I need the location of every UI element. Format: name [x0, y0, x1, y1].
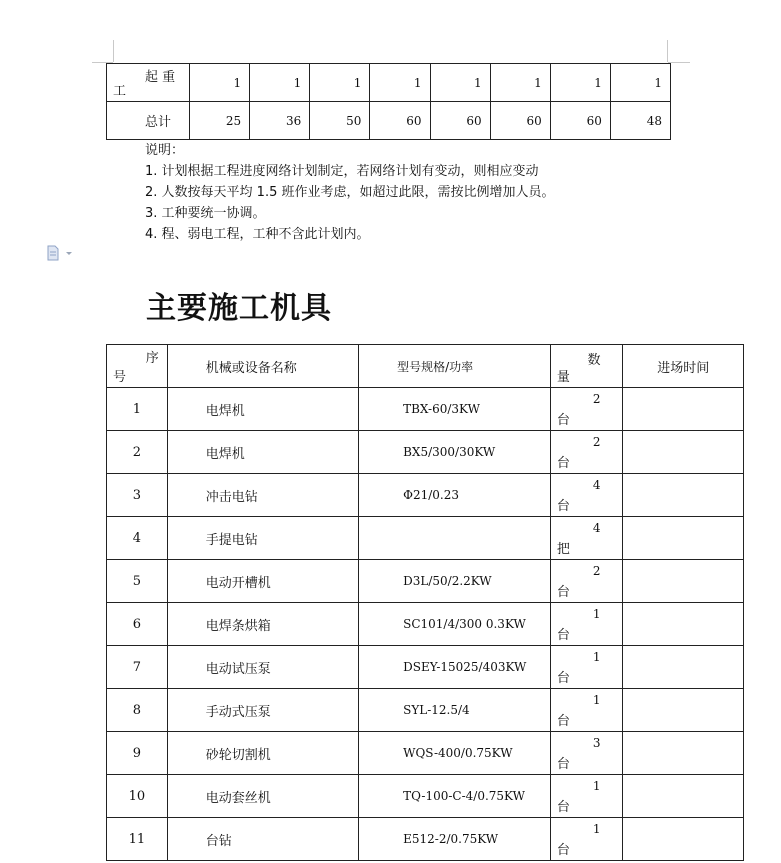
equipment-table — [106, 344, 744, 861]
table-row — [107, 775, 744, 818]
row-number: 2 — [107, 431, 168, 474]
table-row — [107, 102, 671, 140]
equipment-model: DSEY-15025/403KW — [359, 646, 551, 689]
quantity-unit: 台 — [556, 628, 570, 643]
header-cell-name: 机械或设备名称 — [167, 345, 358, 388]
table-cell: 60 — [430, 102, 490, 140]
quantity-cell — [550, 732, 623, 775]
quantity-unit: 台 — [556, 585, 570, 600]
row-number: 3 — [107, 474, 168, 517]
equipment-name: 电焊机 — [167, 388, 358, 431]
row-number: 11 — [107, 818, 168, 861]
equipment-name: 电焊条烘箱 — [167, 603, 358, 646]
table-cell: 60 — [550, 102, 610, 140]
crop-mark — [668, 62, 690, 63]
equipment-model: SYL-12.5/4 — [359, 689, 551, 732]
quantity-value: 1 — [592, 693, 601, 707]
equipment-rows — [107, 388, 744, 861]
quantity-value: 4 — [592, 521, 601, 535]
quantity-value: 1 — [592, 650, 601, 664]
quantity-cell — [550, 775, 623, 818]
equipment-model: SC101/4/300 0.3KW — [359, 603, 551, 646]
equipment-name: 手动式压泵 — [167, 689, 358, 732]
quantity-cell — [550, 603, 623, 646]
arrival-time-cell — [623, 818, 744, 861]
row-label: 总计 — [145, 115, 172, 130]
quantity-unit: 台 — [556, 499, 570, 514]
row-number: 5 — [107, 560, 168, 603]
quantity-unit: 台 — [556, 800, 570, 815]
equipment-model: TQ-100-C-4/0.75KW — [359, 775, 551, 818]
equipment-name: 冲击电钻 — [167, 474, 358, 517]
table-cell: 1 — [490, 64, 550, 102]
quantity-unit: 台 — [556, 413, 570, 428]
quantity-cell — [550, 474, 623, 517]
row-label-cell — [107, 64, 190, 102]
quantity-cell — [550, 646, 623, 689]
header-cell-model: 型号规格/功率 — [359, 345, 551, 388]
header-qty-top: 数 — [587, 353, 601, 368]
equipment-name: 电动套丝机 — [167, 775, 358, 818]
quantity-cell — [550, 517, 623, 560]
table-cell: 36 — [250, 102, 310, 140]
quantity-value: 2 — [592, 435, 601, 449]
equipment-model: D3L/50/2.2KW — [359, 560, 551, 603]
equipment-name: 电焊机 — [167, 431, 358, 474]
header-cell-qty — [550, 345, 623, 388]
note-item: 1. 计划根据工程进度网络计划制定，若网络计划有变动，则相应变动 — [145, 164, 539, 179]
quantity-unit: 台 — [556, 843, 570, 858]
table-cell: 48 — [610, 102, 670, 140]
table-header-row — [107, 345, 744, 388]
arrival-time-cell — [623, 517, 744, 560]
arrival-time-cell — [623, 775, 744, 818]
header-cell-time: 进场时间 — [623, 345, 744, 388]
quantity-unit: 把 — [556, 542, 570, 557]
equipment-name: 手提电钻 — [167, 517, 358, 560]
table-row — [107, 64, 671, 102]
quantity-cell — [550, 689, 623, 732]
section-heading: 主要施工机具 — [146, 291, 332, 326]
document-icon[interactable] — [46, 245, 74, 261]
row-number: 4 — [107, 517, 168, 560]
notes-title: 说明： — [145, 143, 185, 158]
table-row — [107, 388, 744, 431]
quantity-value: 1 — [592, 779, 601, 793]
table-cell: 1 — [250, 64, 310, 102]
table-cell: 1 — [370, 64, 430, 102]
quantity-value: 4 — [592, 478, 601, 492]
arrival-time-cell — [623, 560, 744, 603]
equipment-model: WQS-400/0.75KW — [359, 732, 551, 775]
row-number: 9 — [107, 732, 168, 775]
table-cell: 1 — [310, 64, 370, 102]
table-row — [107, 689, 744, 732]
row-number: 1 — [107, 388, 168, 431]
arrival-time-cell — [623, 732, 744, 775]
quantity-unit: 台 — [556, 757, 570, 772]
quantity-cell — [550, 818, 623, 861]
quantity-unit: 台 — [556, 456, 570, 471]
quantity-value: 3 — [592, 736, 601, 750]
quantity-value: 1 — [592, 822, 601, 836]
arrival-time-cell — [623, 689, 744, 732]
table-row — [107, 603, 744, 646]
table-row — [107, 474, 744, 517]
row-label-bottom: 工 — [113, 84, 127, 99]
table-cell: 25 — [190, 102, 250, 140]
equipment-model — [359, 517, 551, 560]
equipment-name: 电动试压泵 — [167, 646, 358, 689]
table-cell: 1 — [610, 64, 670, 102]
quantity-cell — [550, 431, 623, 474]
quantity-unit: 台 — [556, 671, 570, 686]
equipment-model: E512-2/0.75KW — [359, 818, 551, 861]
row-number: 6 — [107, 603, 168, 646]
quantity-value: 2 — [592, 564, 601, 578]
note-item: 2. 人数按每天平均 1.5 班作业考虑，如超过此限，需按比例增加人员。 — [145, 185, 555, 200]
note-item: 4. 程、弱电工程，工种不含此计划内。 — [145, 227, 370, 242]
quantity-value: 1 — [592, 607, 601, 621]
table-row — [107, 646, 744, 689]
row-number: 10 — [107, 775, 168, 818]
crop-mark — [667, 40, 668, 62]
table-cell: 60 — [490, 102, 550, 140]
table-cell: 60 — [370, 102, 430, 140]
row-number: 8 — [107, 689, 168, 732]
header-no-top: 序 — [145, 351, 159, 366]
row-number: 7 — [107, 646, 168, 689]
labor-table — [106, 63, 671, 140]
notes-block — [145, 140, 554, 245]
arrival-time-cell — [623, 474, 744, 517]
arrival-time-cell — [623, 431, 744, 474]
equipment-model: BX5/300/30KW — [359, 431, 551, 474]
equipment-model: Φ21/0.23 — [359, 474, 551, 517]
table-cell: 1 — [550, 64, 610, 102]
table-row — [107, 431, 744, 474]
quantity-value: 2 — [592, 392, 601, 406]
table-row — [107, 732, 744, 775]
quantity-cell — [550, 388, 623, 431]
arrival-time-cell — [623, 646, 744, 689]
table-cell: 1 — [190, 64, 250, 102]
quantity-unit: 台 — [556, 714, 570, 729]
table-row — [107, 818, 744, 861]
equipment-model: TBX-60/3KW — [359, 388, 551, 431]
arrival-time-cell — [623, 603, 744, 646]
table-row — [107, 560, 744, 603]
equipment-name: 台钻 — [167, 818, 358, 861]
header-no-bottom: 号 — [113, 370, 127, 385]
quantity-cell — [550, 560, 623, 603]
note-item: 3. 工种要统一协调。 — [145, 206, 266, 221]
header-qty-bottom: 量 — [556, 370, 570, 385]
equipment-name: 电动开槽机 — [167, 560, 358, 603]
crop-mark — [113, 40, 114, 62]
arrival-time-cell — [623, 388, 744, 431]
table-cell: 50 — [310, 102, 370, 140]
row-label-top: 起 重 — [145, 70, 176, 85]
row-label-cell — [107, 102, 190, 140]
table-row — [107, 517, 744, 560]
header-cell-no — [107, 345, 168, 388]
table-cell: 1 — [430, 64, 490, 102]
equipment-name: 砂轮切割机 — [167, 732, 358, 775]
